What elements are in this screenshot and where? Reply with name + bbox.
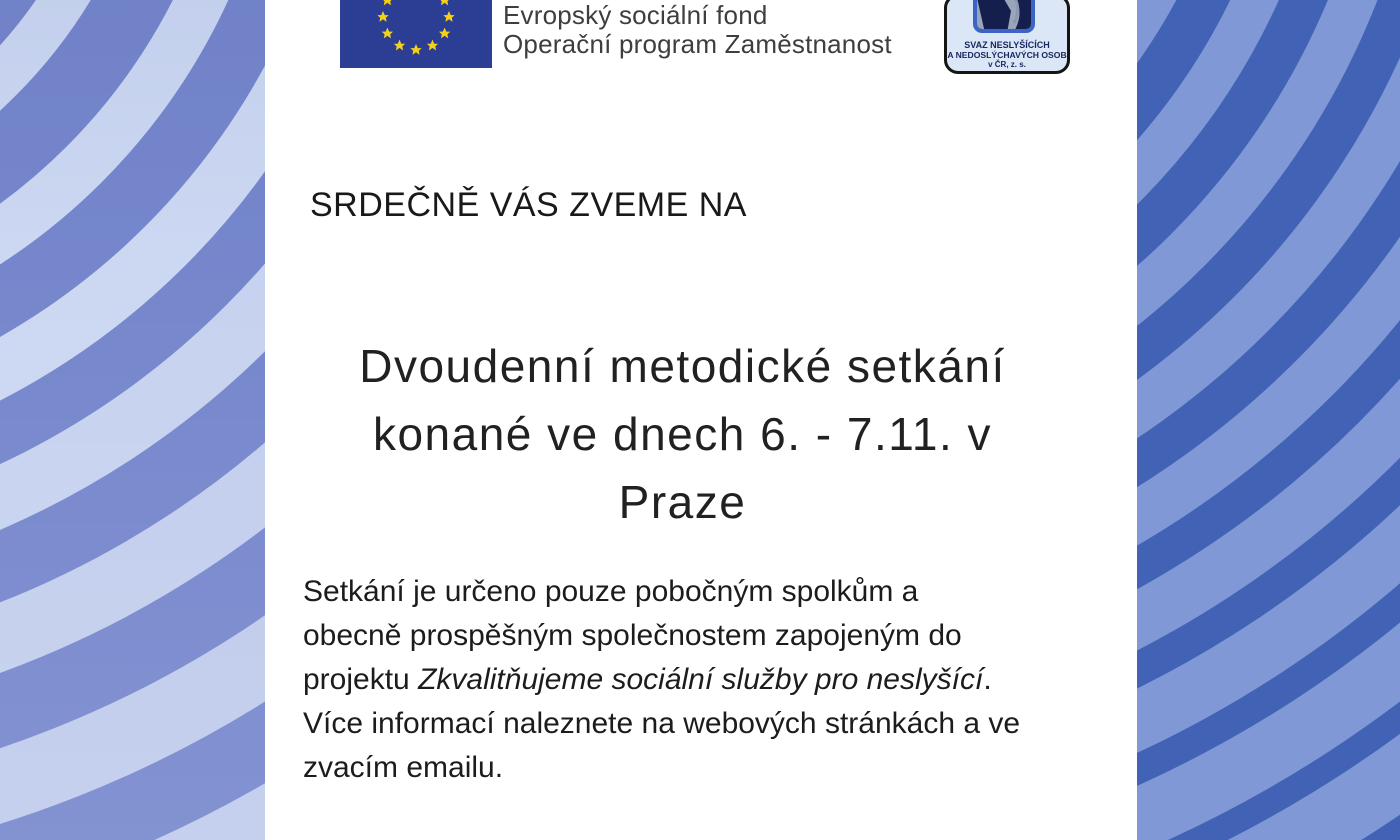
event-title-line1: Dvoudenní metodické setkání (359, 340, 1006, 392)
snn-badge-line3: v ČR, z. s. (988, 60, 1026, 69)
snn-badge-text (947, 41, 1067, 70)
right-stripe-panel (1137, 0, 1400, 840)
snn-logo-icon (973, 0, 1035, 33)
body-line3-prefix: projektu (303, 663, 419, 696)
event-title-line3: Praze (618, 476, 747, 528)
snn-badge-line1: SVAZ NESLYŠÍCÍCH (964, 40, 1050, 50)
snn-badge (944, 0, 1070, 74)
body-line3 (303, 658, 1118, 702)
content-column (265, 0, 1137, 840)
kicker-text: SRDEČNĚ VÁS ZVEME NA (310, 186, 747, 224)
body-line4: Více informací naleznete na webových stránkách a ve (303, 707, 1021, 740)
body-line1: Setkání je určeno pouze pobočným spolkům a (303, 575, 919, 608)
body-paragraph (303, 570, 1118, 790)
event-title-line2: konané ve dnech 6. - 7.11. v (372, 408, 993, 460)
right-stripe-pattern (1137, 0, 1400, 840)
body-line3-suffix: . (983, 663, 992, 696)
eu-flag-icon (340, 0, 492, 68)
snn-badge-line2: A NEDOSLÝCHAVÝCH OSOB (947, 49, 1067, 60)
left-stripe-panel (0, 0, 265, 840)
esf-wordmark (503, 1, 892, 59)
event-title (265, 332, 1100, 536)
esf-line1: Evropský sociální fond (503, 0, 768, 30)
body-line5: zvacím emailu. (303, 751, 504, 784)
esf-line2: Operační program Zaměstnanost (503, 29, 892, 59)
left-panel-shade (0, 0, 265, 840)
project-name-italic: Zkvalitňujeme sociální služby pro neslyšící (418, 663, 984, 696)
body-line2: obecně prospěšným společnostem zapojeným do (303, 619, 962, 652)
